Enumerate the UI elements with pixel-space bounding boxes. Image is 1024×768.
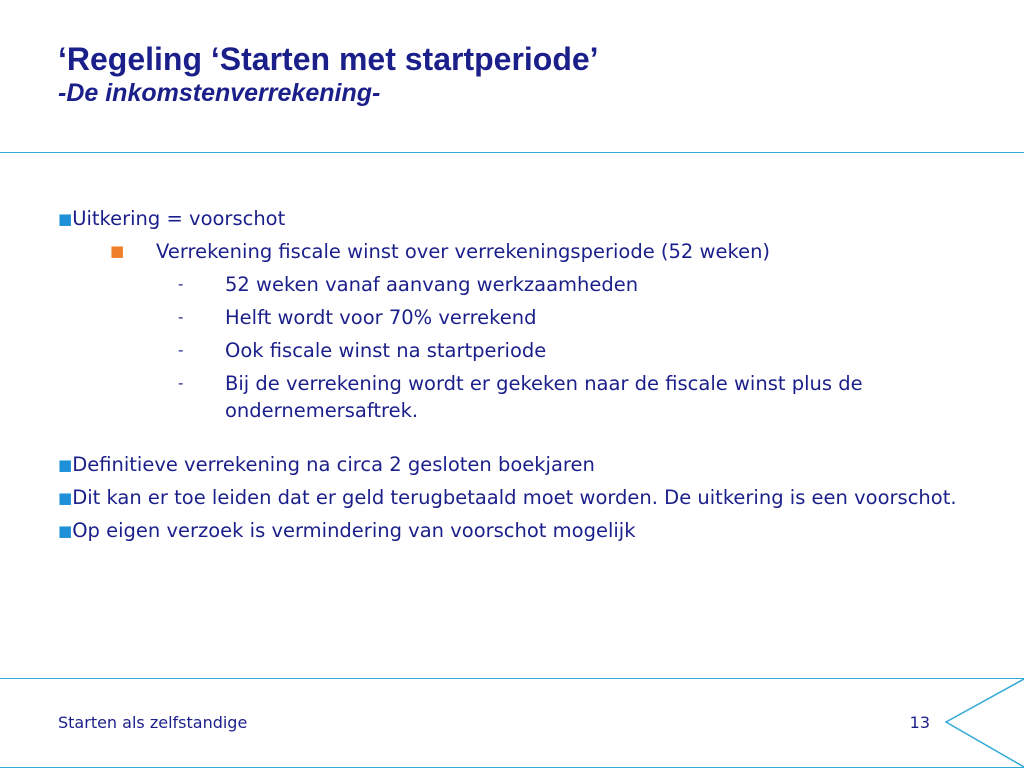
slide-title: ‘Regeling ‘Starten met startperiode’ [58, 41, 599, 77]
dash-bullet-icon: - [178, 341, 184, 359]
chevron-left-outline-icon [940, 678, 1024, 768]
square-bullet-icon: ■ [58, 210, 73, 228]
footer-divider [0, 678, 1024, 679]
footer-label: Starten als zelfstandige [58, 713, 248, 732]
bullet-item [58, 451, 988, 479]
slide-content [58, 205, 988, 545]
sub-bullet-text: Verrekening fiscale winst over verrekeningsperiode (52 weken) [156, 240, 771, 263]
dash-item-text: Bij de verrekening wordt er gekeken naar de fiscale winst plus de ondernemersaftrek. [225, 372, 863, 422]
header-divider [0, 152, 1024, 153]
bullet-text: Definitieve verrekening na circa 2 gesloten boekjaren [72, 453, 595, 476]
sub-bullet-item [58, 238, 988, 265]
dash-bullet-icon: - [178, 374, 184, 392]
spacer [58, 424, 988, 451]
slide-subtitle: -De inkomstenverrekening- [58, 79, 381, 107]
dash-item [58, 337, 988, 364]
page-number: 13 [909, 713, 930, 732]
dash-item [58, 370, 988, 424]
bullet-text: Uitkering = voorschot [72, 207, 286, 230]
title-block [58, 40, 998, 108]
dash-item [58, 304, 988, 331]
dash-item-text: Ook fiscale winst na startperiode [225, 339, 547, 362]
bullet-item [58, 517, 988, 545]
dash-item-text: Helft wordt voor 70% verrekend [225, 306, 537, 329]
bullet-text: Dit kan er toe leiden dat er geld terugbetaald moet worden. De uitkering is een voorschot. [72, 486, 957, 509]
dash-item [58, 271, 988, 298]
square-bullet-icon: ■ [58, 456, 73, 474]
orange-square-bullet-icon: ■ [110, 242, 125, 260]
bullet-text: Op eigen verzoek is vermindering van voorschot mogelijk [72, 519, 636, 542]
bullet-item [58, 484, 988, 512]
dash-bullet-icon: - [178, 308, 184, 326]
dash-item-text: 52 weken vanaf aanvang werkzaamheden [225, 273, 639, 296]
square-bullet-icon: ■ [58, 522, 73, 540]
bullet-item [58, 205, 988, 233]
square-bullet-icon: ■ [58, 489, 73, 507]
dash-bullet-icon: - [178, 275, 184, 293]
